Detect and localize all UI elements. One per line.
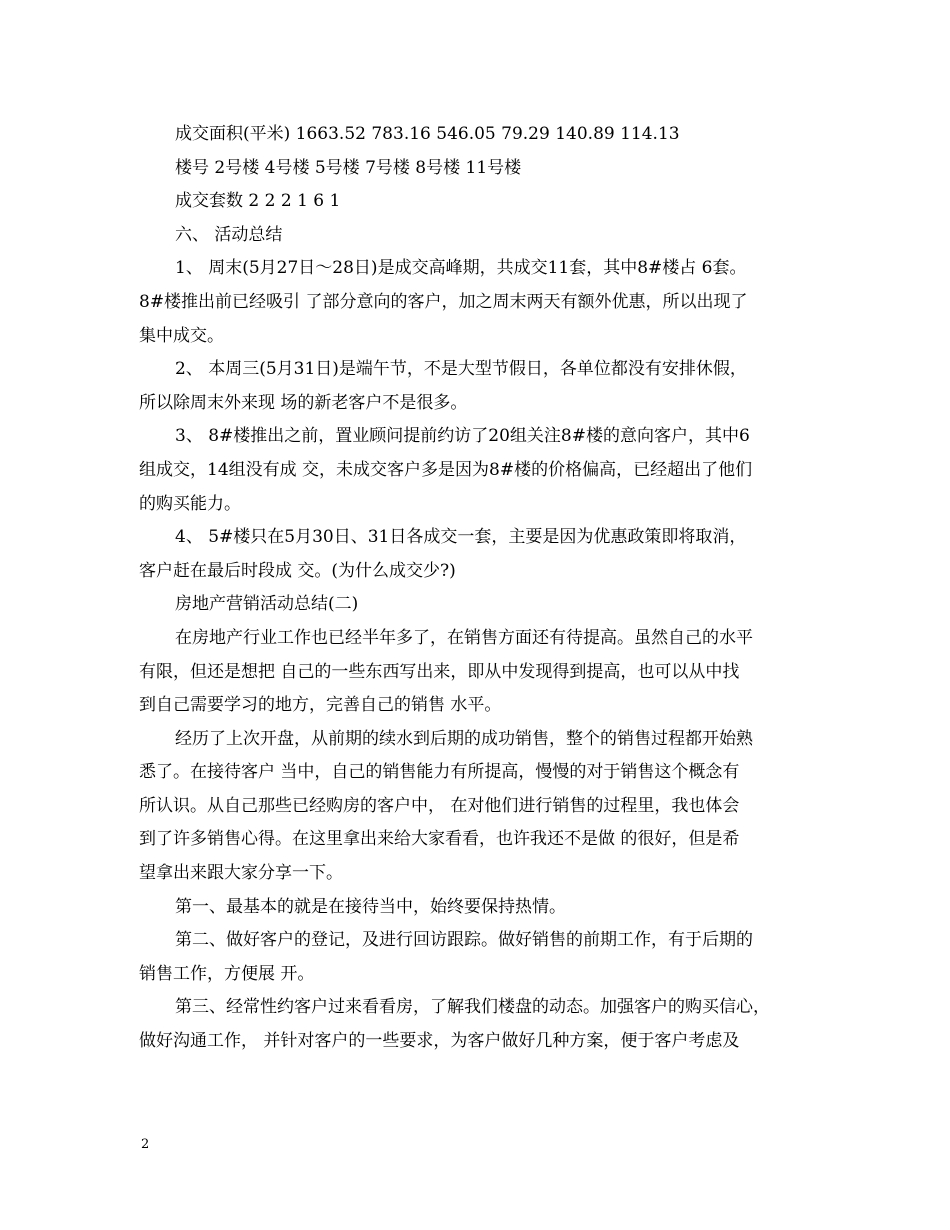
page-number: 2: [141, 1137, 150, 1152]
text-line: 所认识。从自己那些已经购房的客户中， 在对他们进行销售的过程里，我也体会: [139, 795, 740, 816]
text-line: 望拿出来跟大家分享一下。: [139, 863, 343, 884]
text-line: 1、 周末(5月27日～28日)是成交高峰期，共成交11套，其中8#楼占 6套。: [175, 258, 747, 279]
text-line: 在房地产行业工作也已经半年多了，在销售方面还有待提高。虽然自己的水平: [175, 627, 753, 648]
text-line: 有限，但还是想把 自己的一些东西写出来，即从中发现得到提高，也可以从中找: [139, 661, 740, 682]
text-line: 第二、做好客户的登记，及进行回访跟踪。做好销售的前期工作，有于后期的: [175, 930, 753, 951]
text-line: 4、 5#楼只在5月30日、31日各成交一套，主要是因为优惠政策即将取消，: [175, 527, 747, 548]
document-body: [139, 118, 819, 1059]
text-line: 第三、经常性约客户过来看看房，了解我们楼盘的动态。加强客户的购买信心，: [175, 997, 770, 1018]
text-line: 组成交，14组没有成 交，未成交客户多是因为8#楼的价格偏高，已经超出了他们: [139, 459, 753, 480]
text-line: 3、 8#楼推出之前，置业顾问提前约访了20组关注8#楼的意向客户，其中6: [175, 426, 750, 447]
text-line: 悉了。在接待客户 当中，自己的销售能力有所提高，慢慢的对于销售这个概念有: [139, 762, 740, 783]
text-line: 第一、最基本的就是在接待当中，始终要保持热情。: [175, 896, 566, 917]
text-line: 到了许多销售心得。在这里拿出来给大家看看，也许我还不是做 的很好，但是希: [139, 829, 740, 850]
text-line: 8#楼推出前已经吸引 了部分意向的客户，加之周末两天有额外优惠，所以出现了: [139, 291, 748, 312]
section-heading: 房地产营销活动总结(二): [175, 594, 359, 615]
text-line: 客户赶在最后时段成 交。(为什么成交少?): [139, 560, 456, 581]
text-line: 销售工作，方便展 开。: [139, 963, 315, 984]
text-line: 做好沟通工作， 并针对客户的一些要求，为客户做好几种方案，便于客户考虑及: [139, 1031, 740, 1052]
text-line: 成交面积(平米) 1663.52 783.16 546.05 79.29 140.89 114.13: [175, 124, 680, 144]
text-line: 的购买能力。: [139, 493, 241, 514]
text-line: 经历了上次开盘，从前期的续水到后期的成功销售，整个的销售过程都开始熟: [175, 728, 753, 749]
text-line: 楼号 2号楼 4号楼 5号楼 7号楼 8号楼 11号楼: [175, 157, 522, 178]
text-line: 到自己需要学习的地方，完善自己的销售 水平。: [139, 695, 502, 716]
text-line: 集中成交。: [139, 325, 224, 346]
section-heading: 六、 活动总结: [175, 224, 283, 245]
text-line: 成交套数 2 2 2 1 6 1: [175, 191, 341, 212]
text-line: 2、 本周三(5月31日)是端午节，不是大型节假日，各单位都没有安排休假，: [175, 359, 747, 380]
text-line: 所以除周末外来现 场的新老客户不是很多。: [139, 392, 468, 413]
